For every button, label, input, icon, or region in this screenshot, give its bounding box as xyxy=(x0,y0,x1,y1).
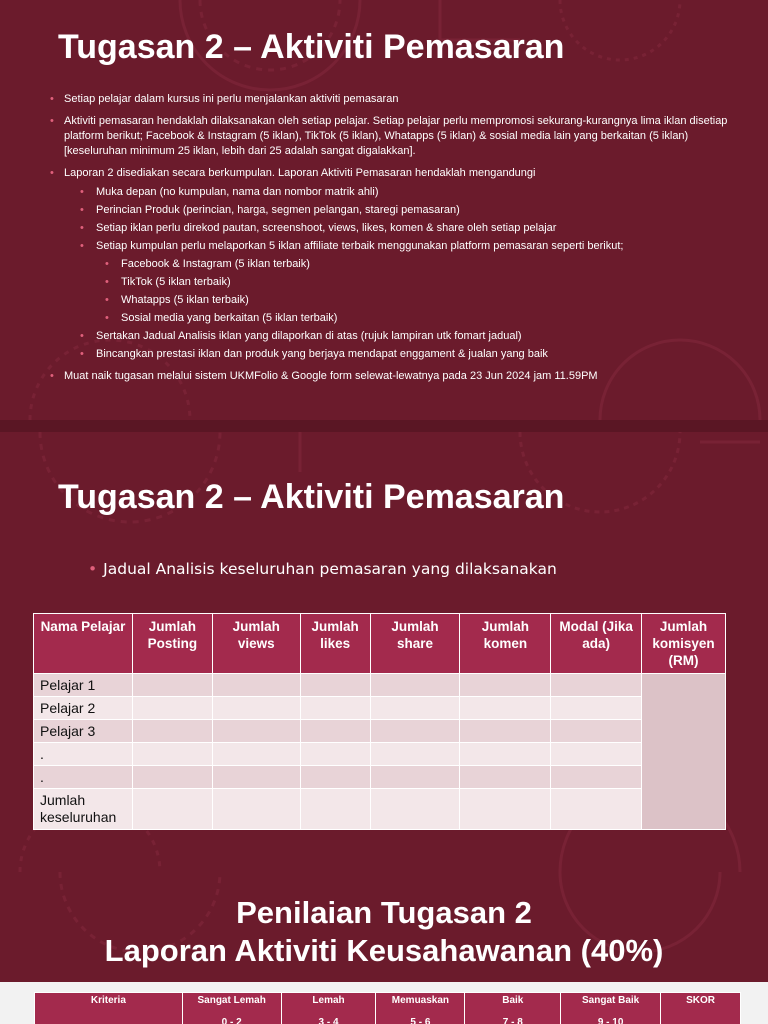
grading-header-row xyxy=(35,993,741,1024)
bullet-dot-icon: • xyxy=(80,186,84,198)
table-cell xyxy=(212,789,300,830)
table-row xyxy=(34,674,726,697)
col-header: Nama Pelajar xyxy=(34,614,133,674)
bullet-item-level2: • Setiap iklan perlu direkod pautan, screenshoot, views, likes, komen & share oleh setiap pelajar xyxy=(80,222,557,234)
bullet-item-level3: • Whatapps (5 iklan terbaik) xyxy=(105,294,249,306)
table-header-row xyxy=(34,614,726,674)
table-cell xyxy=(460,766,551,789)
col-header: Jumlah komen xyxy=(460,614,551,674)
table-cell xyxy=(551,697,642,720)
table-cell xyxy=(370,743,460,766)
table-cell xyxy=(551,743,642,766)
slide-1 xyxy=(0,0,768,420)
bullet-dot-icon: • xyxy=(80,204,84,216)
bullet-item: • Aktiviti pemasaran hendaklah dilaksanakan oleh setiap pelajar. Setiap pelajar perlu mempromosi sekurang-kurangnya lima iklan disetiap platform berikut; Facebook & Instagram (5 iklan), TikTok (5 iklan), Whatapps (5 iklan) & sosial media lain yang berkaitan (5 iklan) [keseluruhan minimum 25 iklan, lebih dari 25 adalah sangat digalakkan]. xyxy=(50,115,728,157)
grading-header: Kriteria xyxy=(35,993,183,1024)
bullet-item-level2: • Muka depan (no kumpulan, nama dan nombor matrik ahli) xyxy=(80,186,379,198)
table-cell xyxy=(132,720,212,743)
table-cell xyxy=(132,743,212,766)
table-cell xyxy=(212,720,300,743)
table-cell xyxy=(460,720,551,743)
table-cell xyxy=(300,743,370,766)
bullet-item-level2: • Sertakan Jadual Analisis iklan yang dilaporkan di atas (rujuk lampiran utk fomart jadual) xyxy=(80,330,522,342)
bullet-dot-icon: • xyxy=(50,93,54,105)
table-cell xyxy=(370,789,460,830)
table-cell xyxy=(460,789,551,830)
col-header: Jumlah komisyen (RM) xyxy=(642,614,726,674)
row-label: Jumlah keseluruhan xyxy=(34,789,133,830)
table-cell xyxy=(132,766,212,789)
assignment-bullets xyxy=(48,92,738,388)
table-row xyxy=(34,766,726,789)
grading-header: SKOR xyxy=(661,993,741,1024)
grading-header: Baik 7 - 8 xyxy=(465,993,561,1024)
table-cell xyxy=(370,720,460,743)
analysis-table xyxy=(33,613,726,830)
bullet-item-level2: • Perincian Produk (perincian, harga, segmen pelangan, staregi pemasaran) xyxy=(80,204,460,216)
bullet-dot-icon: • xyxy=(80,330,84,342)
table-row xyxy=(34,697,726,720)
bullet-dot-icon: • xyxy=(50,115,54,127)
grading-table xyxy=(34,992,741,1024)
row-label: Pelajar 1 xyxy=(34,674,133,697)
col-header: Jumlah likes xyxy=(300,614,370,674)
table-cell xyxy=(300,697,370,720)
table-cell xyxy=(212,674,300,697)
bullet-dot-icon: • xyxy=(105,312,109,324)
table-cell xyxy=(551,766,642,789)
table-cell xyxy=(460,674,551,697)
row-label: . xyxy=(34,743,133,766)
row-label: Pelajar 3 xyxy=(34,720,133,743)
slide-3 xyxy=(0,872,768,1024)
bullet-item-level3: • Sosial media yang berkaitan (5 iklan terbaik) xyxy=(105,312,338,324)
table-row xyxy=(34,743,726,766)
table-cell xyxy=(370,766,460,789)
table-cell xyxy=(551,674,642,697)
slide-3-title: Penilaian Tugasan 2 Laporan Aktiviti Keusahawanan (40%) xyxy=(104,895,664,968)
table-row xyxy=(34,720,726,743)
bullet-item-level2: • Setiap kumpulan perlu melaporkan 5 iklan affiliate terbaik menggunakan platform pemasaran seperti berikut; xyxy=(80,240,624,252)
table-cell xyxy=(551,789,642,830)
bullet-dot-icon: • xyxy=(105,276,109,288)
table-cell xyxy=(212,766,300,789)
bullet-dot-icon: • xyxy=(80,240,84,252)
slide-2-title: Tugasan 2 – Aktiviti Pemasaran xyxy=(58,478,565,516)
table-cell xyxy=(132,697,212,720)
table-cell xyxy=(132,789,212,830)
slide-separator xyxy=(0,420,768,432)
bullet-dot-icon: • xyxy=(105,294,109,306)
bullet-dot-icon: • xyxy=(105,258,109,270)
bullet-dot-icon: • xyxy=(80,222,84,234)
bullet-item-level3: • TikTok (5 iklan terbaik) xyxy=(105,276,231,288)
bullet-dot-icon: • xyxy=(50,370,54,382)
col-header: Jumlah Posting xyxy=(132,614,212,674)
bullet-item: • Muat naik tugasan melalui sistem UKMFolio & Google form selewat-lewatnya pada 23 Jun 2024 jam 11.59PM xyxy=(50,370,598,382)
grading-header: Memuaskan 5 - 6 xyxy=(376,993,465,1024)
table-cell xyxy=(300,789,370,830)
table-cell xyxy=(212,697,300,720)
bullet-item-level3: • Facebook & Instagram (5 iklan terbaik) xyxy=(105,258,310,270)
col-header: Modal (Jika ada) xyxy=(551,614,642,674)
bullet-dot-icon: • xyxy=(88,560,98,578)
table-cell xyxy=(370,697,460,720)
komisyen-merged-cell xyxy=(642,674,726,830)
slide-1-title: Tugasan 2 – Aktiviti Pemasaran xyxy=(58,28,565,66)
bullet-dot-icon: • xyxy=(80,348,84,360)
table-cell xyxy=(370,674,460,697)
table-cell xyxy=(132,674,212,697)
table-cell xyxy=(460,697,551,720)
grading-header: Lemah 3 - 4 xyxy=(281,993,376,1024)
row-label: Pelajar 2 xyxy=(34,697,133,720)
table-cell xyxy=(300,674,370,697)
bullet-dot-icon: • xyxy=(50,167,54,179)
grading-header: Sangat Baik 9 - 10 xyxy=(561,993,661,1024)
table-cell xyxy=(300,720,370,743)
bullet-item-level2: • Bincangkan prestasi iklan dan produk yang berjaya mendapat enggament & jualan yang baik xyxy=(80,348,548,360)
table-row xyxy=(34,789,726,830)
grading-header: Sangat Lemah 0 - 2 xyxy=(182,993,281,1024)
slide-2 xyxy=(0,432,768,872)
col-header: Jumlah views xyxy=(212,614,300,674)
table-cell xyxy=(551,720,642,743)
bullet-item: • Laporan 2 disediakan secara berkumpulan. Laporan Aktiviti Pemasaran hendaklah mengandungi xyxy=(50,167,536,179)
table-cell xyxy=(460,743,551,766)
row-label: . xyxy=(34,766,133,789)
table-cell xyxy=(212,743,300,766)
col-header: Jumlah share xyxy=(370,614,460,674)
analysis-subbullet: • Jadual Analisis keseluruhan pemasaran yang dilaksanakan xyxy=(88,560,557,578)
table-cell xyxy=(300,766,370,789)
bullet-item: • Setiap pelajar dalam kursus ini perlu menjalankan aktiviti pemasaran xyxy=(50,93,399,105)
